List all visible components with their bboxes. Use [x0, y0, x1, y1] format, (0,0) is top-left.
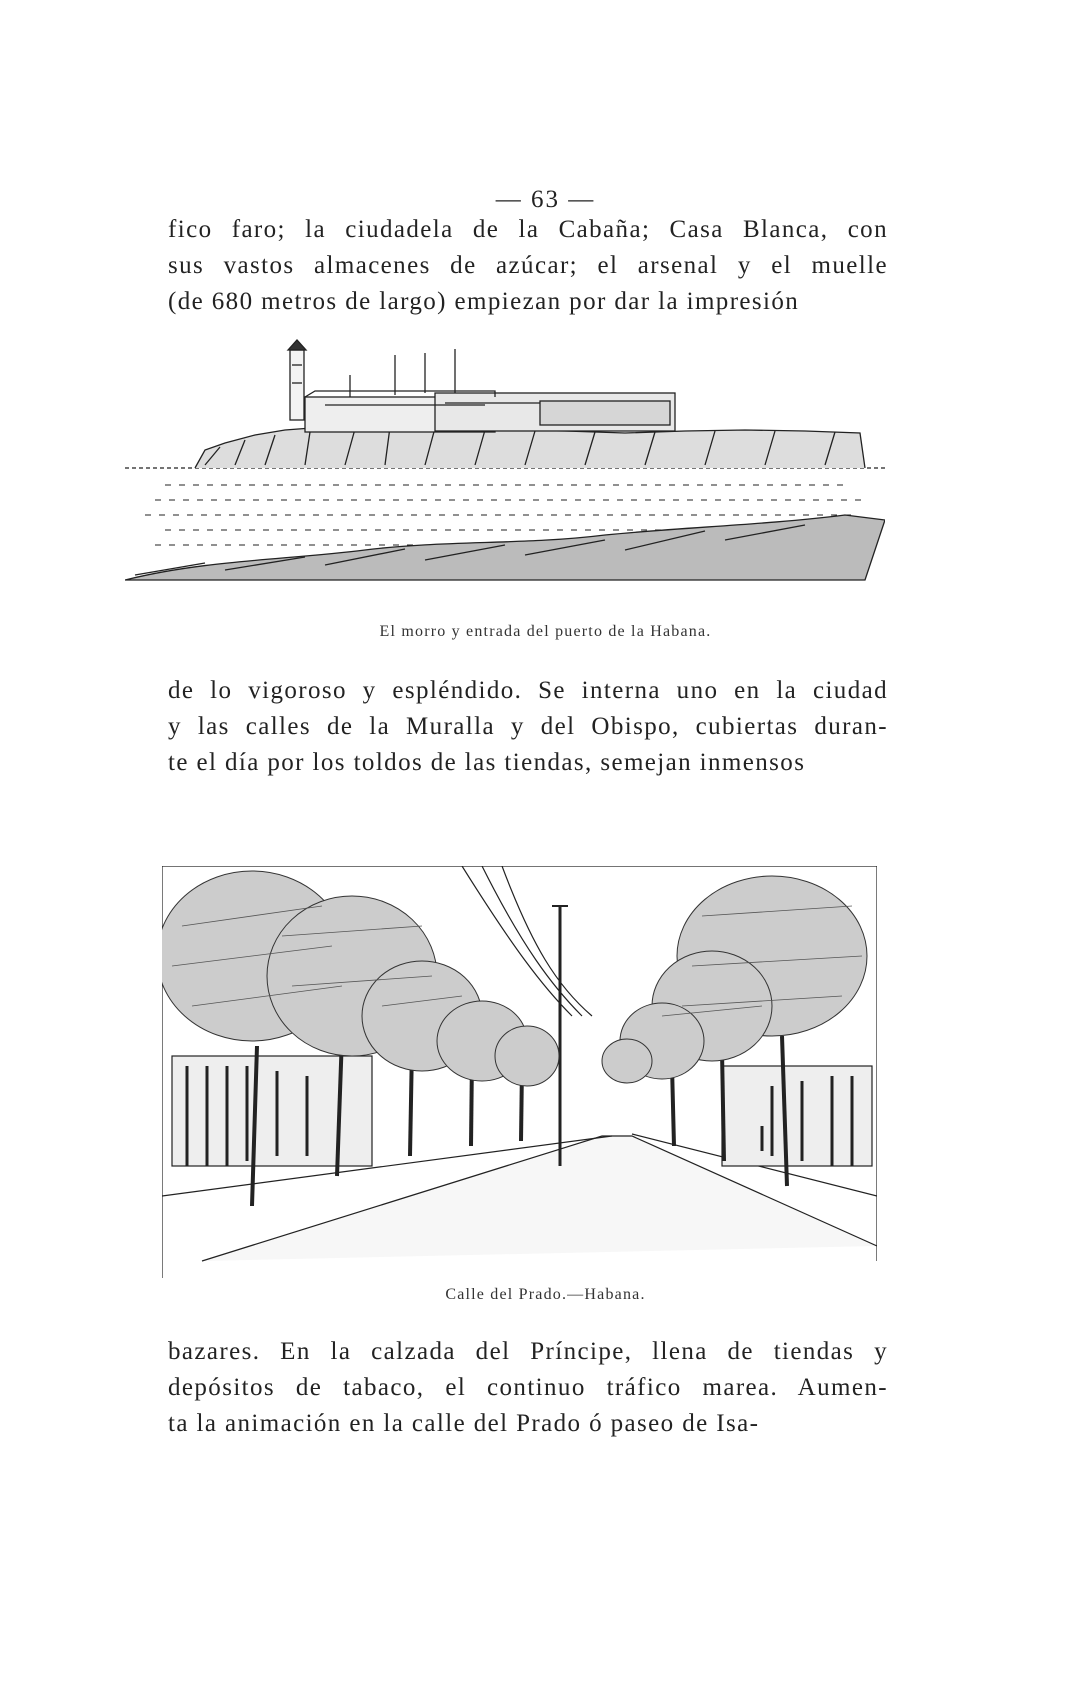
- text-line: sus vastos almacenes de azúcar; el arsenal y el muelle: [168, 252, 888, 279]
- figure-2-caption: Calle del Prado.—Habana.: [445, 1286, 646, 1303]
- calle-del-prado-engraving-illustration: [162, 866, 877, 1278]
- morro-engraving-illustration: [125, 335, 885, 615]
- paragraph-2: [168, 673, 888, 781]
- paragraph-3: [168, 1334, 888, 1442]
- text-line: (de 680 metros de largo) empiezan por dar la impresión: [168, 288, 800, 315]
- text-line: bazares. En la calzada del Príncipe, llena de tiendas y: [168, 1338, 888, 1365]
- text-line: te el día por los toldos de las tiendas, semejan inmensos: [168, 749, 806, 776]
- text-line: depósitos de tabaco, el continuo tráfico marea. Aumen-: [168, 1374, 888, 1401]
- page-number: — 63 —: [495, 186, 596, 213]
- text-line: de lo vigoroso y espléndido. Se interna uno en la ciudad: [168, 677, 888, 704]
- text-line: ta la animación en la calle del Prado ó paseo de Isa-: [168, 1410, 760, 1437]
- figure-1-caption: El morro y entrada del puerto de la Habana.: [379, 623, 712, 640]
- text-line: fico faro; la ciudadela de la Cabaña; Casa Blanca, con: [168, 216, 888, 243]
- paragraph-1: [168, 212, 888, 320]
- text-line: y las calles de la Muralla y del Obispo, cubiertas duran-: [168, 713, 888, 740]
